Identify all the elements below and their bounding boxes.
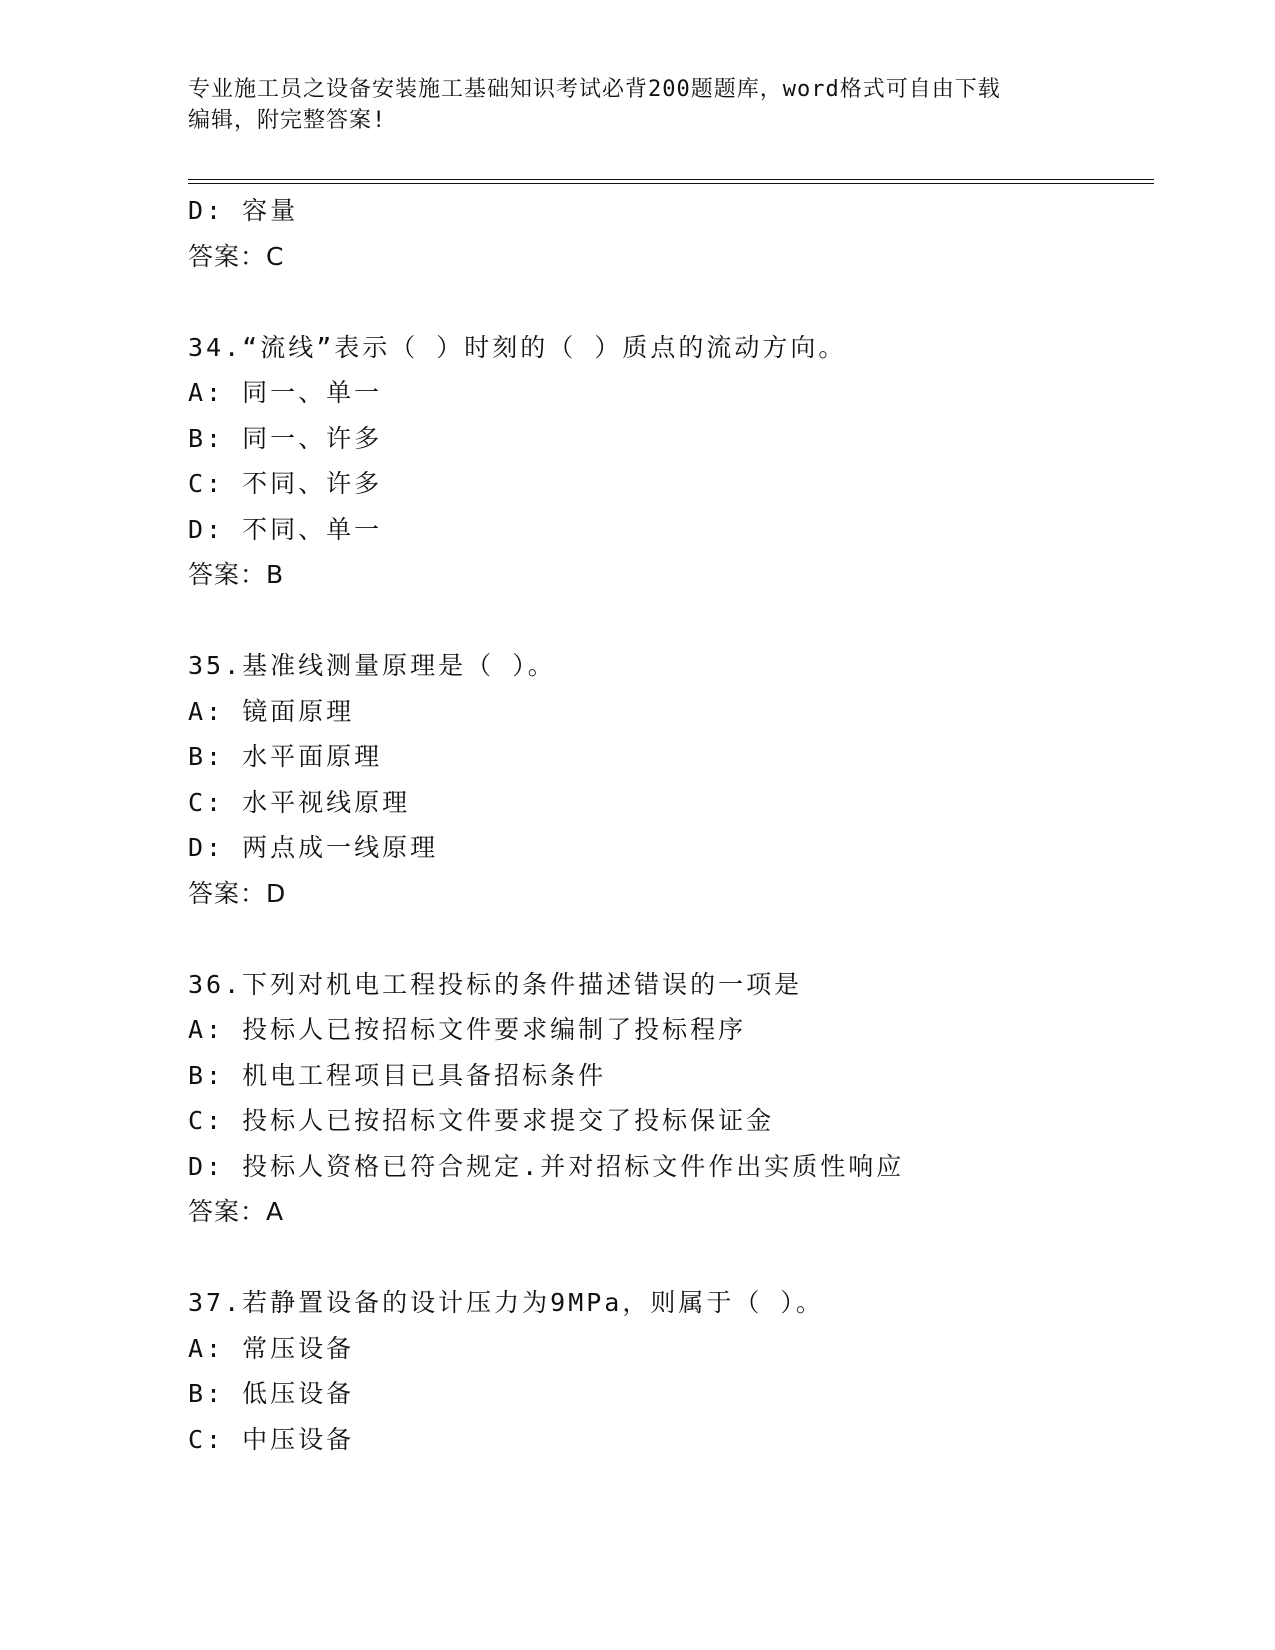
question-stem: 37.若静置设备的设计压力为9MPa，则属于（ ）。 bbox=[188, 1288, 824, 1317]
option-a: A: 投标人已按招标文件要求编制了投标程序 bbox=[188, 1015, 747, 1044]
prev-option-d: D: 容量 bbox=[188, 196, 299, 225]
option-b: B: 水平面原理 bbox=[188, 742, 383, 771]
spacer bbox=[188, 598, 1154, 644]
option-b: B: 同一、许多 bbox=[188, 423, 383, 453]
question-stem: 34.“流线”表示（ ）时刻的（ ）质点的流动方向。 bbox=[188, 332, 847, 362]
question-37 bbox=[188, 1280, 1154, 1462]
header-title-line-1: 专业施工员之设备安装施工基础知识考试必背200题题库，word格式可自由下载 bbox=[188, 77, 1001, 102]
option-c: C: 水平视线原理 bbox=[188, 787, 411, 817]
option-d: D: 不同、单一 bbox=[188, 514, 383, 544]
option-b: B: 低压设备 bbox=[188, 1379, 355, 1408]
spacer bbox=[188, 1235, 1154, 1281]
question-34 bbox=[188, 325, 1154, 598]
header-divider-top bbox=[188, 179, 1154, 180]
question-list bbox=[188, 188, 1154, 1462]
option-d: D: 投标人资格已符合规定.并对招标文件作出实质性响应 bbox=[188, 1151, 905, 1181]
option-a: A: 同一、单一 bbox=[188, 378, 383, 407]
document-header bbox=[188, 74, 1088, 136]
question-36 bbox=[188, 962, 1154, 1235]
answer: 答案：B bbox=[188, 560, 285, 589]
question-stem: 35.基准线测量原理是（ ）。 bbox=[188, 651, 556, 680]
spacer bbox=[188, 916, 1154, 962]
question-stem: 36.下列对机电工程投标的条件描述错误的一项是 bbox=[188, 969, 803, 999]
option-d: D: 两点成一线原理 bbox=[188, 833, 439, 862]
option-c: C: 中压设备 bbox=[188, 1424, 355, 1454]
prev-answer: 答案：C bbox=[188, 241, 285, 271]
option-c: C: 不同、许多 bbox=[188, 469, 383, 498]
spacer bbox=[188, 279, 1154, 325]
header-divider-bottom bbox=[188, 183, 1154, 184]
header-title-line-2: 编辑，附完整答案! bbox=[188, 108, 387, 133]
option-c: C: 投标人已按招标文件要求提交了投标保证金 bbox=[188, 1106, 775, 1135]
option-a: A: 常压设备 bbox=[188, 1333, 355, 1363]
question-35 bbox=[188, 643, 1154, 916]
answer: 答案：A bbox=[188, 1197, 285, 1226]
option-a: A: 镜面原理 bbox=[188, 696, 355, 726]
answer: 答案：D bbox=[188, 878, 287, 908]
option-b: B: 机电工程项目已具备招标条件 bbox=[188, 1060, 607, 1090]
